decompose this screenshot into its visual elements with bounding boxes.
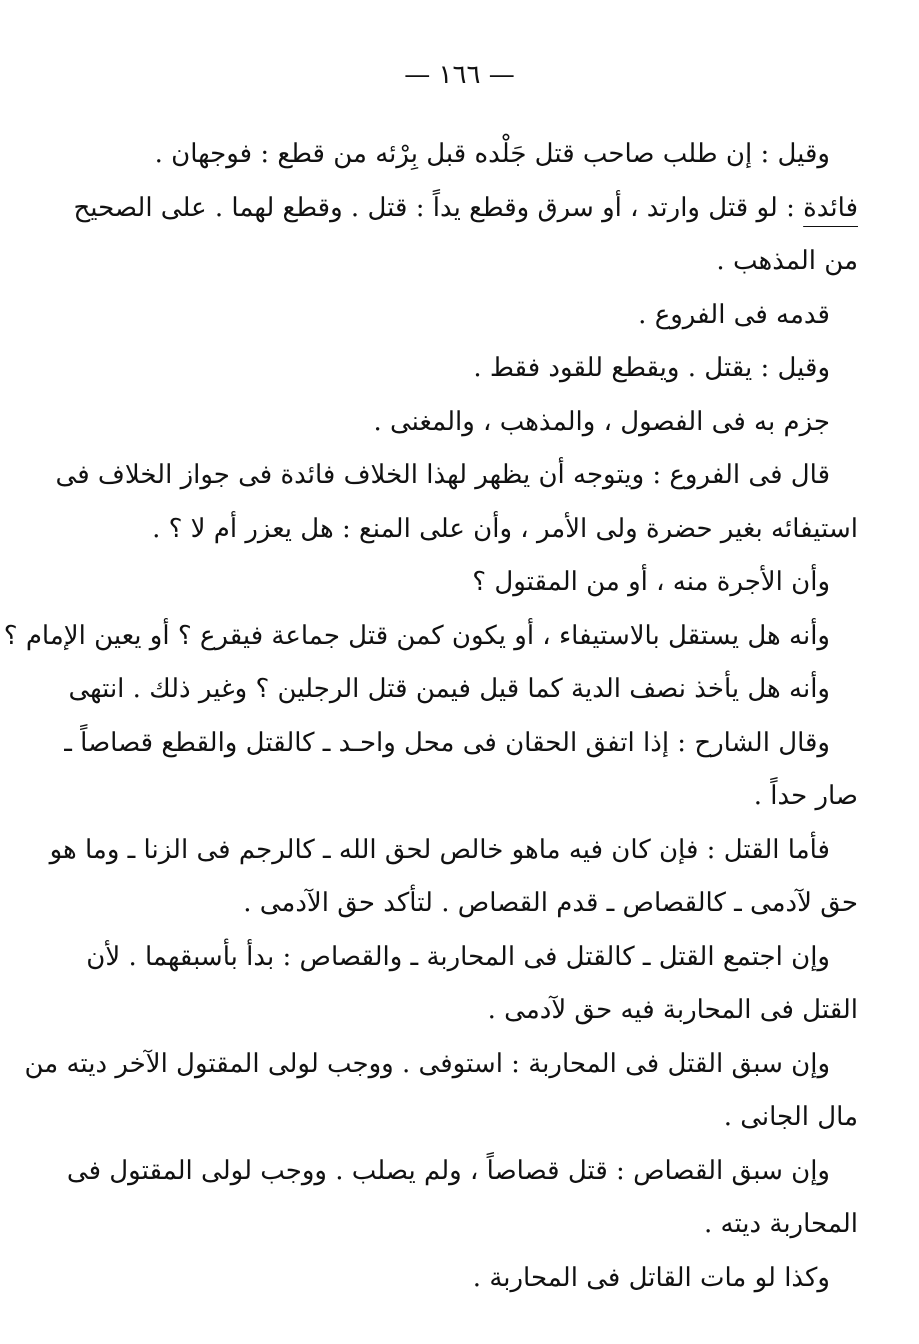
text-line: وقيل : إن طلب صاحب قتل جَلْده قبل بِرْئه من قطع : فوجهان . bbox=[154, 139, 830, 169]
text-line: وقيل : يقتل . ويقطع للقود فقط . bbox=[473, 353, 830, 383]
text-line: وإن سبق القصاص : قتل قصاصاً ، ولم يصلب . ووجب لولى المقتول فى bbox=[66, 1155, 830, 1186]
text-line: صار حداً . bbox=[753, 781, 858, 811]
note-label: فائدة bbox=[803, 192, 858, 223]
text-line: وكذا لو مات القاتل فى المحاربة . bbox=[472, 1262, 830, 1293]
text-line: وأن الأجرة منه ، أو من المقتول ؟ bbox=[472, 567, 830, 597]
text-line: حق لآدمى ـ كالقصاص ـ قدم القصاص . لتأكد حق الآدمى . bbox=[243, 888, 858, 918]
text-line: جزم به فى الفصول ، والمذهب ، والمغنى . bbox=[373, 406, 830, 437]
text-line: وأنه هل يأخذ نصف الدية كما قيل فيمن قتل الرجلين ؟ وغير ذلك . انتهى bbox=[68, 674, 830, 704]
page-number: — ١٦٦ — bbox=[404, 60, 515, 90]
text-line: وقال الشارح : إذا اتفق الحقان فى محل واحـد ـ كالقتل والقطع قصاصاً ـ bbox=[64, 727, 830, 758]
text-line: وأنه هل يستقل بالاستيفاء ، أو يكون كمن قتل جماعة فيقرع ؟ أو يعين الإمام ؟ bbox=[3, 620, 830, 651]
text-line: مال الجانى . bbox=[723, 1102, 858, 1132]
text-line: قال فى الفروع : ويتوجه أن يظهر لهذا الخلاف فائدة فى جواز الخلاف فى bbox=[55, 460, 830, 490]
text-line: من المذهب . bbox=[716, 246, 858, 276]
text-line: استيفائه بغير حضرة ولى الأمر ، وأن على المنع : هل يعزر أم لا ؟ . bbox=[152, 513, 858, 544]
text-line bbox=[73, 182, 858, 236]
text-line: وإن سبق القتل فى المحاربة : استوفى . ووجب لولى المقتول الآخر ديته من bbox=[24, 1048, 830, 1079]
body-text bbox=[3, 128, 858, 1305]
text-line: قدمه فى الفروع . bbox=[638, 299, 830, 330]
text-line: المحاربة ديته . bbox=[703, 1209, 858, 1239]
text-line: وإن اجتمع القتل ـ كالقتل فى المحاربة ـ والقصاص : بدأ بأسبقهما . لأن bbox=[86, 941, 830, 972]
note-text: : لو قتل وارتد ، أو سرق وقطع يداً : قتل . وقطع لهما . على الصحيح bbox=[73, 192, 804, 223]
text-line: القتل فى المحاربة فيه حق لآدمى . bbox=[487, 995, 858, 1025]
text-line: فأما القتل : فإن كان فيه ماهو خالص لحق الله ـ كالرجم فى الزنا ـ وما هو bbox=[49, 834, 830, 865]
